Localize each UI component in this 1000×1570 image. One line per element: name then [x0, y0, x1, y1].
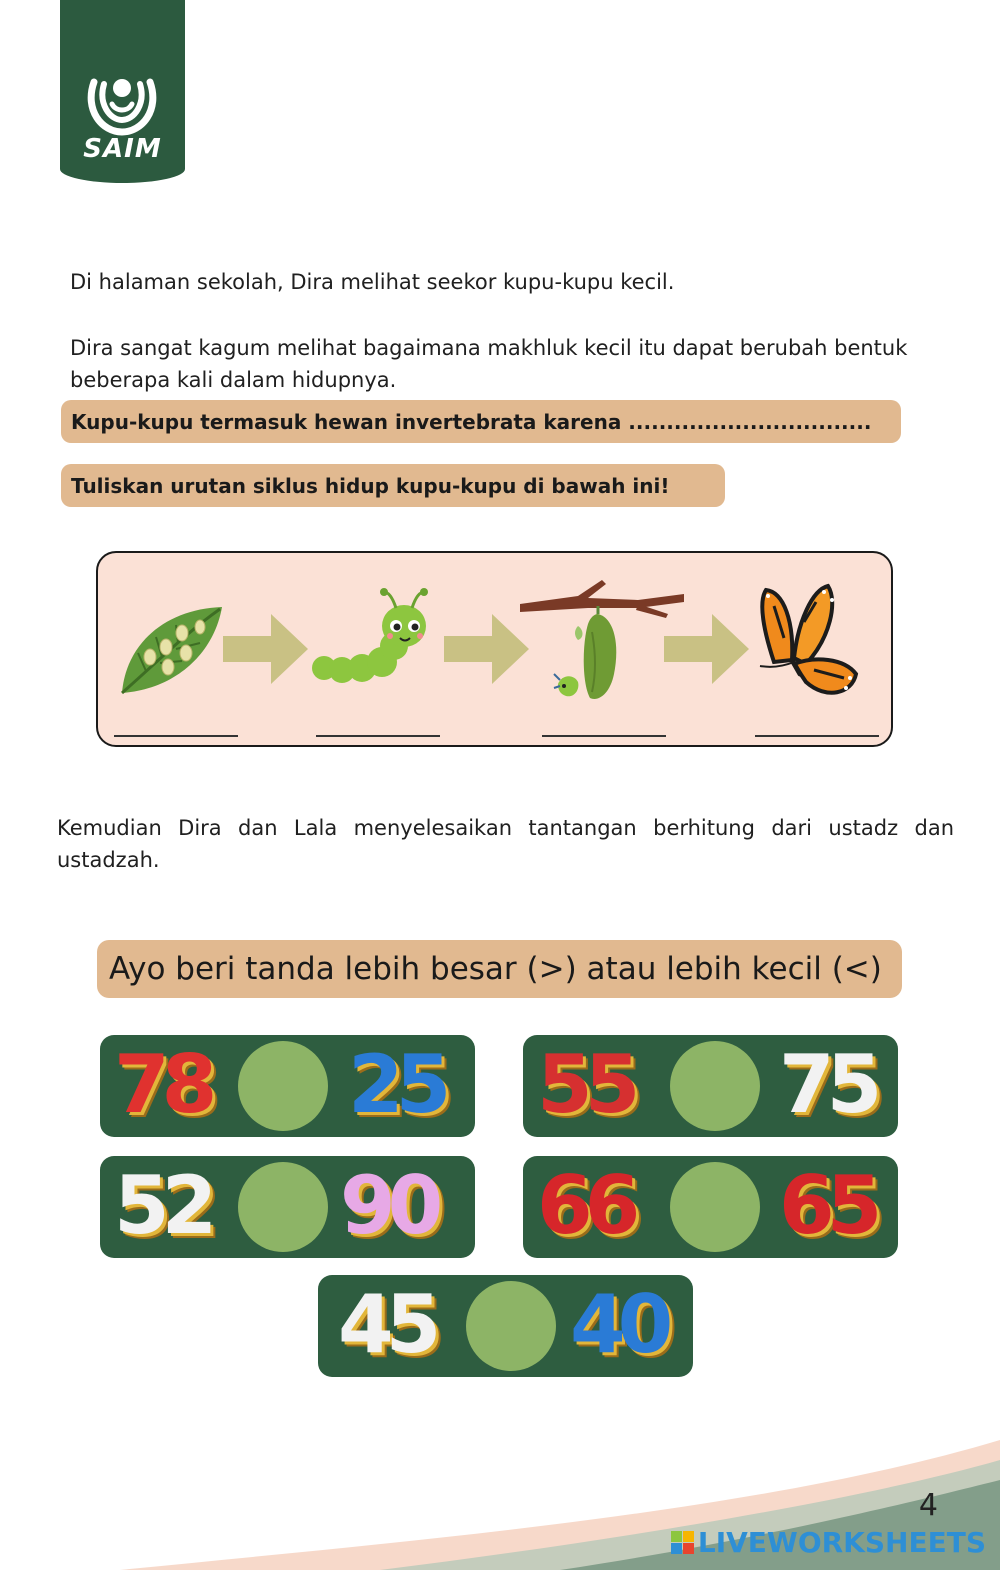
left-number: 66 — [537, 1159, 633, 1252]
saim-emblem-icon — [82, 60, 162, 140]
answer-blank-2[interactable] — [316, 735, 440, 737]
arrow-icon — [664, 614, 749, 684]
story-paragraph-1: Di halaman sekolah, Dira melihat seekor kupu-kupu kecil. — [70, 270, 675, 294]
answer-circle[interactable] — [670, 1162, 760, 1252]
chrysalis-icon — [518, 574, 688, 704]
left-number: 78 — [114, 1038, 210, 1131]
story-paragraph-3: Kemudian Dira dan Lala menyelesaikan tantangan berhitung dari ustadz dan ustadzah. — [57, 816, 954, 872]
left-number: 52 — [114, 1159, 210, 1252]
right-number: 90 — [340, 1159, 436, 1252]
logo-text: SAIM — [83, 134, 162, 164]
arrow-icon — [444, 614, 529, 684]
right-number: 65 — [779, 1159, 875, 1252]
brand-text: LIVEWORKSHEETS — [697, 1526, 986, 1559]
answer-circle[interactable] — [466, 1281, 556, 1371]
liveworksheets-brand[interactable] — [671, 1526, 986, 1559]
liveworksheets-badge-icon — [671, 1531, 694, 1554]
comparison-card-1 — [100, 1035, 475, 1137]
question-life-cycle-text: Tuliskan urutan siklus hidup kupu-kupu di bawah ini! — [71, 473, 670, 498]
caterpillar-icon — [310, 588, 435, 693]
answer-circle[interactable] — [670, 1041, 760, 1131]
answer-circle[interactable] — [238, 1041, 328, 1131]
comparison-card-3 — [100, 1156, 475, 1258]
page-number: 4 — [918, 1488, 938, 1523]
left-number: 55 — [537, 1038, 633, 1131]
question-life-cycle — [61, 464, 725, 507]
comparison-card-2 — [523, 1035, 898, 1137]
story-paragraph-2: Dira sangat kagum melihat bagaimana makhluk kecil itu dapat berubah bentuk beberapa kali dalam hidupnya. — [70, 336, 908, 392]
question-invertebrate-text: Kupu-kupu termasuk hewan invertebrata karena ................................ — [71, 409, 872, 434]
right-number: 40 — [570, 1278, 666, 1371]
leaf-eggs-icon — [116, 603, 226, 698]
right-number: 25 — [348, 1038, 444, 1131]
comparison-card-4 — [523, 1156, 898, 1258]
comparison-instruction — [97, 940, 902, 998]
comparison-instruction-text: Ayo beri tanda lebih besar (>) atau lebih kecil (<) — [109, 951, 882, 987]
arrow-icon — [223, 614, 308, 684]
answer-blank-3[interactable] — [542, 735, 666, 737]
right-number: 75 — [779, 1038, 875, 1131]
answer-blank-4[interactable] — [755, 735, 879, 737]
answer-circle[interactable] — [238, 1162, 328, 1252]
saim-logo — [60, 0, 185, 183]
butterfly-icon — [754, 582, 862, 704]
question-invertebrate[interactable] — [61, 400, 901, 443]
answer-blank-1[interactable] — [114, 735, 238, 737]
comparison-card-5 — [318, 1275, 693, 1377]
left-number: 45 — [338, 1278, 434, 1371]
